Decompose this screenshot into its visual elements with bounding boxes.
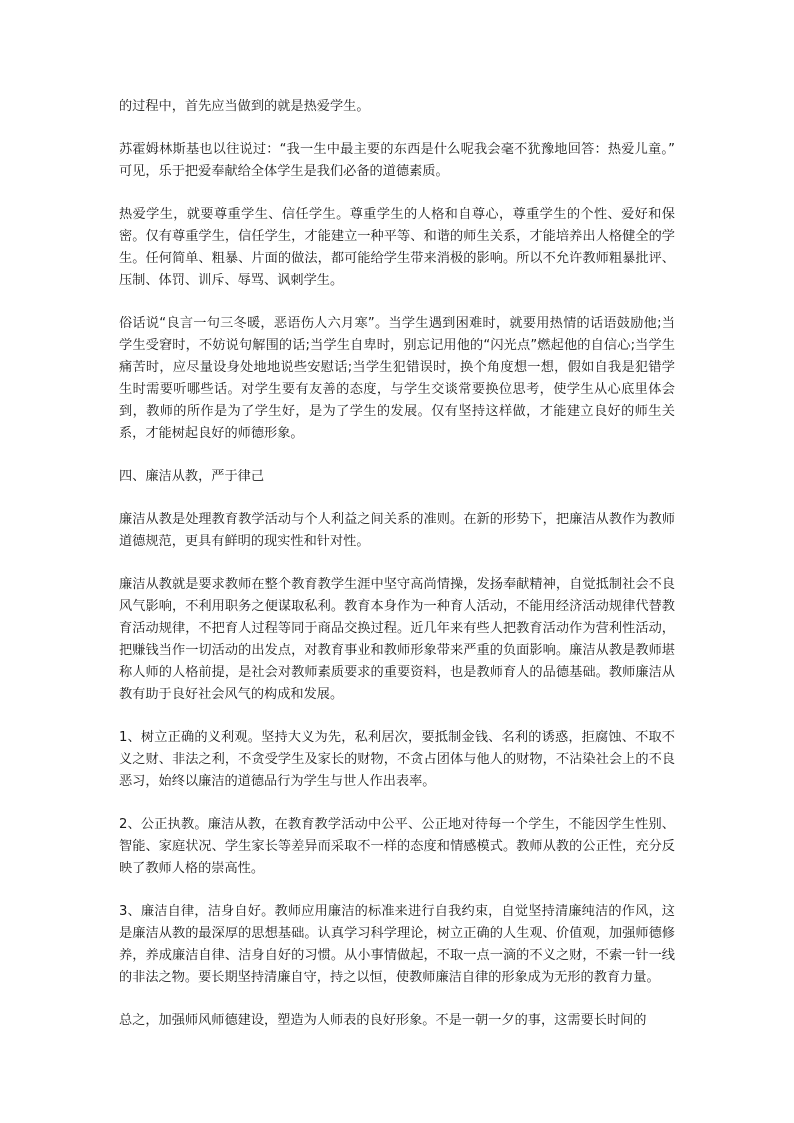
paragraph-suhomlinsky-quote: 苏霍姆林斯基也以往说过：“我一生中最主要的东西是什么呢我会毫不犹豫地回答：热爱儿童。” 可见，乐于把爱奉献给全体学生是我们必备的道德素质。: [119, 142, 675, 179]
paragraph-integrity-intro: 廉洁从教是处理教育教学活动与个人利益之间关系的准则。在新的形势下，把廉洁从教作为教师道德规范，更具有鲜明的现实性和针对性。: [119, 512, 675, 549]
document-body: [119, 96, 675, 1032]
paragraph-integrity-detail: 廉洁从教就是要求教师在整个教育教学生涯中坚守高尚情操，发扬奉献精神，自觉抵制社会不良风气影响，不利用职务之便谋取私利。教育本身作为一种育人活动，不能用经济活动规律代替教育活动规律，不把育人过程等同于商品交换过程。近几年来有些人把教育活动作为营利性活动，把赚钱当作一切活动的出发点，对教育事业和教师形象带来严重的负面影响。廉洁从教是教师堪称人师的人格前提，是社会对教师素质要求的重要资料，也是教师育人的品德基础。教师廉洁从教有助于良好社会风气的构成和发展。: [119, 577, 675, 702]
paragraph-conclusion: 总之，加强师风师德建设，塑造为人师表的良好形象。不是一朝一夕的事，这需要长时间的: [119, 1013, 647, 1028]
paragraph-proverb: 俗话说“良言一句三冬暖，恶语伤人六月寒”。当学生遇到困难时，就要用热情的话语鼓励他;当学生受窘时，不妨说句解围的话;当学生自卑时，别忘记用他的“闪光点”燃起他的自信心;当学生痛苦时，应尽量设身处地地说些安慰话;当学生犯错误时，换个角度想一想，假如自我是犯错学生时需要听哪些话。对学生要有友善的态度，与学生交谈常要换位思考，使学生从心底里体会到，教师的所作是为了学生好，是为了学生的发展。仅有坚持这样做，才能建立良好的师生关系，才能树起良好的师德形象。: [119, 316, 675, 441]
section-heading: 四、廉洁从教，严于律己: [119, 469, 265, 484]
paragraph-continuation: 的过程中，首先应当做到的就是热爱学生。: [119, 99, 370, 114]
paragraph-respect-students: 热爱学生，就要尊重学生、信任学生。尊重学生的人格和自尊心，尊重学生的个性、爱好和保密。仅有尊重学生，信任学生，才能建立一种平等、和谐的师生关系，才能培养出人格健全的学生。任何简单、粗暴、片面的做法，都可能给学生带来消极的影响。所以不允许教师粗暴批评、压制、体罚、训斥、辱骂、讽刺学生。: [119, 207, 675, 288]
list-item-3: 3、廉洁自律，洁身自好。教师应用廉洁的标准来进行自我约束，自觉坚持清廉纯洁的作风，这是廉洁从教的最深厚的思想基础。认真学习科学理论，树立正确的人生观、价值观，加强师德修养，养成廉洁自律、洁身自好的习惯。从小事情做起，不取一点一滴的不义之财，不索一针一线的非法之物。要长期坚持清廉自守，持之以恒，使教师廉洁自律的形象成为无形的教育力量。: [119, 904, 675, 985]
list-item-1: 1、树立正确的义利观。坚持大义为先，私利居次，要抵制金钱、名利的诱惑，拒腐蚀、不取不义之财、非法之利，不贪受学生及家长的财物，不贪占团体与他人的财物，不沾染社会上的不良恶习，始终以廉洁的道德品行为学生与世人作出表率。: [119, 730, 675, 789]
list-item-2: 2、公正执教。廉洁从教，在教育教学活动中公平、公正地对待每一个学生，不能因学生性别、智能、家庭状况、学生家长等差异而采取不一样的态度和情感模式。教师从教的公正性，充分反映了教师人格的崇高性。: [119, 817, 675, 876]
